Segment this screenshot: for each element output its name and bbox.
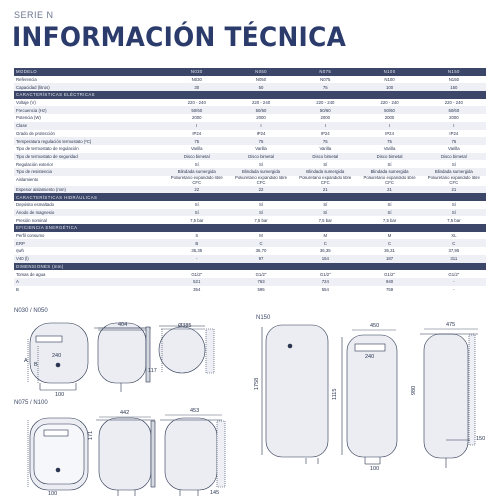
- row-value: Sí: [258, 161, 264, 167]
- row-label: Perfil consumo: [16, 233, 45, 239]
- section-title: CARACTERÍSTICAS ELÉCTRICAS: [14, 91, 486, 99]
- heater-large-round: [420, 334, 478, 468]
- drawing-group-label-medium: N075 / N100: [14, 400, 48, 406]
- row-value: I: [293, 122, 357, 130]
- row-value: Blindada sumergida: [357, 168, 421, 176]
- row-value: 50/60: [229, 106, 293, 114]
- row-value: IP24: [256, 130, 266, 136]
- row-label: Regulación exterior: [16, 161, 54, 167]
- row-value: S: [195, 233, 199, 239]
- row-label: Tipo de resistencia: [14, 168, 165, 176]
- row-value: 50/60: [422, 106, 486, 114]
- row-value: Varilla: [190, 146, 203, 152]
- row-label: ηwh: [16, 248, 24, 254]
- row-value: 7,5 bar: [254, 217, 268, 223]
- row-value: Disco bimetal: [293, 153, 357, 161]
- row-value: 50/60: [293, 106, 357, 114]
- drawing-group-label-large: N150: [256, 315, 271, 321]
- row-value: 220 - 240: [444, 100, 463, 106]
- row-value: Sí: [451, 161, 456, 167]
- row-value: I: [357, 122, 421, 130]
- row-value: 7,5 bar: [318, 217, 332, 223]
- row-value: 940: [357, 278, 421, 286]
- dimension-label: 450: [370, 323, 380, 329]
- heater-medium-side: [96, 418, 155, 496]
- heater-medium-front: [28, 418, 88, 490]
- row-value: Sí: [258, 202, 264, 208]
- row-value: N050: [255, 77, 267, 83]
- dimension-label: 453: [190, 408, 200, 414]
- row-value: 35,35: [191, 248, 203, 254]
- row-value: Sí: [387, 161, 392, 167]
- dimension-label: 240: [52, 353, 62, 359]
- row-value: 311: [422, 255, 486, 263]
- row-value: -: [422, 278, 486, 286]
- row-value: Sí: [229, 209, 293, 217]
- row-label: Clase: [14, 122, 165, 130]
- row-value: 75: [165, 137, 229, 145]
- row-label: Frecuencia (Hz): [14, 106, 165, 114]
- row-value: Sí: [194, 202, 199, 208]
- row-value: 763: [229, 278, 293, 286]
- dimension-label: 145: [210, 490, 220, 496]
- row-value: 36,31: [384, 248, 395, 254]
- row-label: Voltaje (V): [16, 100, 36, 106]
- row-value: 2000: [191, 115, 202, 121]
- row-value: N100: [384, 77, 395, 83]
- heater-large-front: [262, 325, 328, 464]
- row-label: Tipo de termostato de regulación: [16, 146, 79, 152]
- row-value: 37,95: [448, 248, 460, 254]
- row-label: Capacidad (litros): [14, 83, 165, 91]
- row-value: 7,5 bar: [447, 217, 461, 223]
- row-value: 36,35: [319, 248, 331, 254]
- row-value: 75: [293, 83, 357, 91]
- row-value: 50/60: [165, 106, 229, 114]
- row-label: Ánodo de magnesio: [14, 209, 165, 217]
- dimension-label: 475: [446, 322, 456, 328]
- row-value: Varilla: [448, 146, 460, 152]
- row-value: 75: [229, 137, 293, 145]
- row-value: 22: [229, 186, 293, 194]
- row-value: 595: [257, 286, 265, 292]
- row-label: V40 (l): [14, 255, 165, 263]
- row-value: 220 - 240: [251, 100, 271, 106]
- row-value: 220 - 240: [187, 100, 206, 106]
- row-value: 521: [165, 278, 229, 286]
- row-value: N075: [293, 68, 357, 76]
- row-value: 75: [422, 137, 486, 145]
- row-value: M: [259, 233, 263, 239]
- row-value: -: [453, 286, 455, 292]
- row-value: Sí: [451, 202, 456, 208]
- row-value: IP24: [192, 130, 202, 136]
- row-value: N030: [191, 77, 202, 83]
- dimension-label: 100: [48, 491, 58, 497]
- row-label: Depósito esmaltado: [16, 202, 54, 208]
- row-value: 2000: [449, 115, 459, 121]
- row-value: Poliuretano expandido libre CFC: [427, 175, 480, 185]
- row-value: 2000: [320, 115, 331, 121]
- dimension-label: 117: [148, 368, 157, 374]
- row-value: 22: [165, 186, 229, 194]
- row-value: Sí: [323, 161, 328, 167]
- row-value: -: [165, 255, 229, 263]
- row-label: A: [14, 278, 165, 286]
- heater-small-round: [159, 326, 214, 373]
- dimension-label: 1758: [254, 377, 260, 390]
- row-value: I: [229, 122, 293, 130]
- row-value: Blindada sumergida: [293, 168, 357, 176]
- dimension-label: 100: [370, 466, 380, 472]
- row-label: Referencia: [16, 77, 37, 83]
- row-value: Poliuretano expandido libre CFC: [363, 175, 416, 185]
- row-label: MODELO: [14, 68, 165, 76]
- row-value: 7,5 bar: [190, 217, 204, 223]
- row-value: Poliuretano expandido libre CFC: [299, 175, 352, 185]
- row-value: 220 - 240: [380, 100, 399, 106]
- row-value: Sí: [165, 209, 229, 217]
- section-title: DIMENSIONES (mm): [14, 263, 486, 271]
- dimension-label: 100: [55, 392, 65, 398]
- row-value: 36,70: [255, 248, 267, 254]
- dimension-label: B: [34, 362, 38, 368]
- row-label: Temperatura regulación termostato (ºC): [14, 137, 165, 145]
- row-value: 150: [422, 83, 486, 91]
- row-value: M: [387, 233, 392, 239]
- row-value: 21: [357, 186, 421, 194]
- row-value: Poliuretano expandido libre CFC: [170, 175, 223, 185]
- row-value: 2000: [384, 115, 395, 121]
- row-label: Grado de protección: [16, 130, 55, 136]
- row-value: N050: [229, 68, 293, 76]
- row-value: 2000: [256, 115, 266, 121]
- row-value: N150: [448, 77, 459, 83]
- row-value: N150: [422, 68, 486, 76]
- row-value: Varilla: [319, 146, 332, 152]
- row-value: G1/2": [191, 271, 203, 277]
- row-value: Sí: [387, 202, 392, 208]
- row-value: B: [165, 239, 229, 247]
- row-value: Varilla: [383, 146, 396, 152]
- dimension-label: 404: [118, 322, 128, 328]
- row-value: 50: [229, 83, 293, 91]
- row-value: Disco bimetal: [357, 153, 421, 161]
- row-value: XL: [451, 233, 457, 239]
- row-value: 97: [229, 255, 293, 263]
- row-value: IP24: [385, 130, 394, 136]
- page-title: INFORMACIÓN TÉCNICA: [12, 22, 347, 53]
- row-label: Aislamiento: [16, 177, 39, 183]
- row-value: Sí: [422, 209, 486, 217]
- dimension-label: 171: [88, 430, 94, 440]
- row-value: Varilla: [255, 146, 267, 152]
- row-value: 354: [193, 286, 201, 292]
- row-label: B: [16, 286, 19, 292]
- row-value: Sí: [357, 209, 421, 217]
- row-value: 100: [357, 83, 421, 91]
- dimension-label: 980: [411, 385, 417, 395]
- row-label: Potencia (W): [16, 115, 41, 121]
- row-value: 75: [293, 137, 357, 145]
- section-title: EFICIENCIA ENERGÉTICA: [14, 224, 486, 232]
- row-value: Blindada sumergida: [165, 168, 229, 176]
- heater-small-side: [94, 323, 151, 392]
- row-value: N100: [357, 68, 421, 76]
- series-label: SERIE N: [14, 10, 54, 20]
- row-value: G1/2": [448, 271, 460, 277]
- row-value: G1/2": [384, 271, 395, 277]
- row-label: Tomas de agua: [16, 271, 46, 277]
- row-value: Disco bimetal: [165, 153, 229, 161]
- row-value: 7,5 bar: [382, 217, 397, 223]
- dimension-label: Ø385: [178, 323, 192, 329]
- row-label: Tipo de termostato de seguridad: [14, 153, 165, 161]
- dimension-label: 1115: [332, 388, 338, 400]
- row-value: 75: [357, 137, 421, 145]
- row-value: M: [323, 233, 328, 239]
- row-value: G1/2": [255, 271, 267, 277]
- row-value: 554: [321, 286, 329, 292]
- dimension-label: 240: [365, 354, 375, 360]
- row-value: N030: [165, 68, 229, 76]
- row-value: 30: [165, 83, 229, 91]
- row-label: Presión nominal: [16, 217, 47, 223]
- row-value: 220 - 240: [316, 100, 335, 106]
- row-value: Sí: [194, 161, 199, 167]
- dimension-label: 150: [476, 436, 486, 442]
- heater-medium-round: [160, 418, 225, 496]
- row-value: IP24: [449, 130, 459, 136]
- row-value: 759: [385, 286, 394, 292]
- dimension-label: 442: [120, 410, 130, 416]
- row-value: C: [293, 239, 357, 247]
- drawing-group-label-small: N030 / N050: [14, 308, 48, 314]
- row-label: ERP: [14, 239, 165, 247]
- row-value: 154: [293, 255, 357, 263]
- row-value: Disco bimetal: [229, 153, 293, 161]
- row-value: Sí: [293, 209, 357, 217]
- row-value: Blindada sumergida: [422, 168, 486, 176]
- row-label: Espesor aislamiento (mm): [14, 186, 165, 194]
- section-title: CARACTERÍSTICAS HIDRÁULICAS: [14, 193, 486, 201]
- row-value: 50/60: [357, 106, 421, 114]
- row-value: 724: [293, 278, 357, 286]
- row-value: I: [422, 122, 486, 130]
- row-value: Sí: [323, 202, 328, 208]
- dimension-label: A: [24, 358, 28, 364]
- row-value: IP24: [320, 130, 330, 136]
- row-value: G1/2": [319, 271, 331, 277]
- row-value: C: [357, 239, 421, 247]
- row-value: N075: [320, 77, 331, 83]
- row-value: C: [422, 239, 486, 247]
- row-value: 21: [422, 186, 486, 194]
- row-value: Poliuretano expandido libre CFC: [234, 175, 288, 185]
- row-value: Blindada sumergida: [229, 168, 293, 176]
- row-value: 21: [293, 186, 357, 194]
- row-value: 187: [357, 255, 421, 263]
- row-value: Disco bimetal: [422, 153, 486, 161]
- row-value: C: [229, 239, 293, 247]
- row-value: I: [165, 122, 229, 130]
